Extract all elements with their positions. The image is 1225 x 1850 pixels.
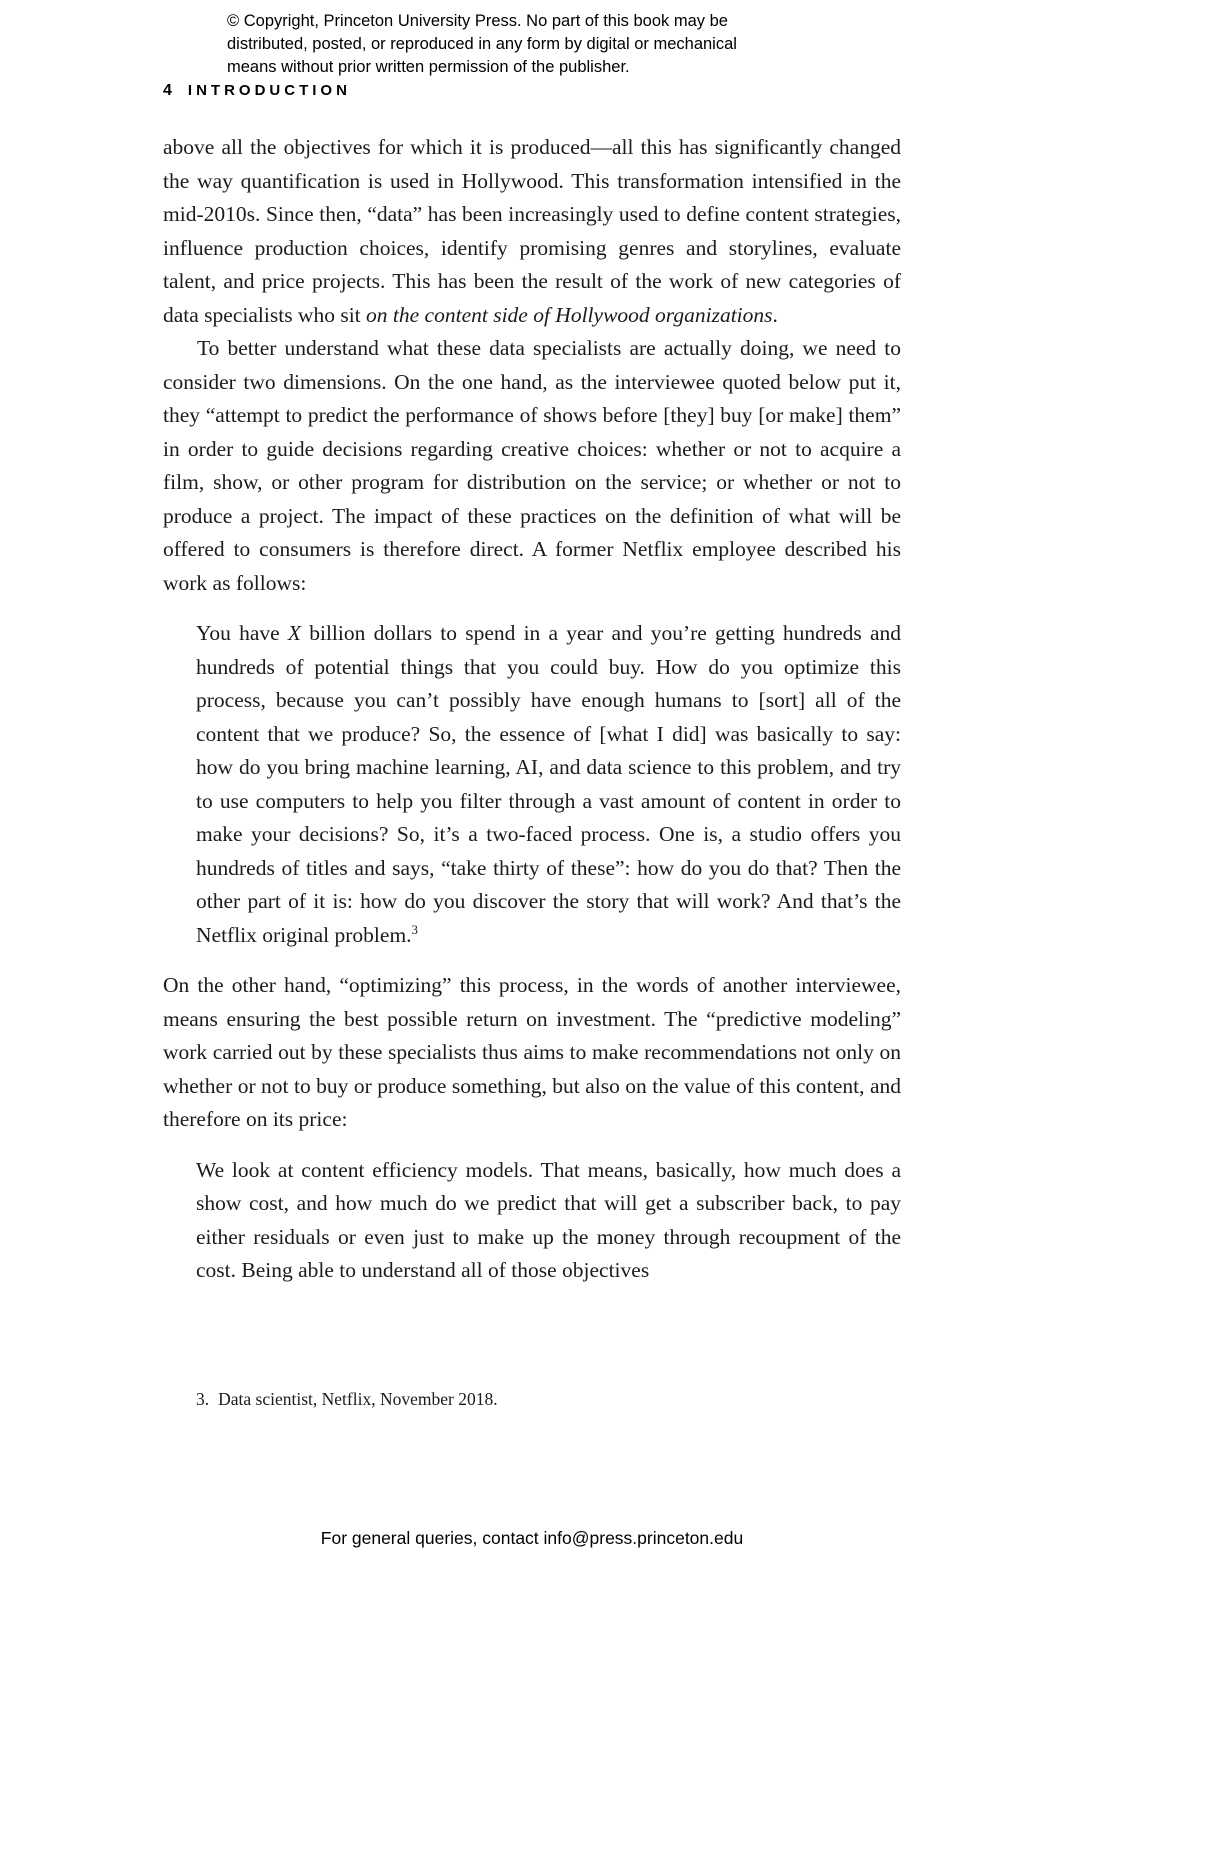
copyright-line: © Copyright, Princeton University Press. No part of this book may be [227, 12, 728, 30]
paragraph [163, 131, 901, 332]
footnote [196, 1389, 498, 1410]
body-text [163, 131, 901, 1305]
text-run: . [772, 302, 778, 327]
text-run: You have [196, 621, 288, 645]
text-run: We look at content efficiency models. That means, basically, how much does a show cost, and how much do we predict that will get a subscriber back, to pay either residuals or even just to make up the money through recoupment of the cost. Being able to understand all of those objectives [196, 1157, 901, 1282]
running-head [163, 82, 351, 100]
paragraph [163, 969, 901, 1137]
footer-text: For general queries, contact info@press.princeton.edu [320, 1528, 744, 1548]
text-run: To better understand what these data specialists are actually doing, we need to consider two dimensions. On the one hand, as the interviewee quoted below put it, they “attempt to predict the performance of shows before [they] buy [or make] them” in order to guide decisions regarding creative choices: whether or not to acquire a film, show, or other program for distribution on the service; or whether or not to produce a project. The impact of these practices on the definition of what will be offered to consumers is therefore direct. A former Netflix employee described his work as follows: [163, 336, 901, 595]
block-quote [196, 1154, 901, 1288]
chapter-title: INTRODUCTION [187, 82, 351, 99]
italic-text: X [287, 621, 302, 645]
copyright-line: means without prior written permission of the publisher. [227, 58, 630, 76]
footnote-marker: 3. [196, 1389, 210, 1409]
block-quote [196, 617, 901, 952]
page-number: 4 [163, 82, 172, 99]
footer-query-line [163, 1528, 901, 1549]
paragraph [163, 332, 901, 600]
copyright-line: distributed, posted, or reproduced in any form by digital or mechanical [227, 35, 737, 53]
copyright-notice [227, 10, 737, 79]
footnote-reference: 3 [411, 922, 418, 937]
text-run: billion dollars to spend in a year and you’re getting hundreds and hundreds of potential things that you could buy. How do you optimize this process, because you can’t possibly have enough humans to [sort] all of the content that we produce? So, the essence of [what I did] was basically to say: how do you bring machine learning, AI, and data science to this problem, and try to use computers to help you filter through a vast amount of content in order to make your decisions? So, it’s a two-faced process. One is, a studio offers you hundreds of titles and says, “take thirty of these”: how do you do that? Then the other part of it is: how do you discover the story that will work? And that’s the Netflix original problem. [196, 621, 901, 947]
text-run: above all the objectives for which it is produced—all this has significantly changed the way quantification is used in Hollywood. This transformation intensified in the mid-2010s. Since then, “data” has been increasingly used to define content strategies, influence production choices, identify promising genres and storylines, evaluate talent, and price projects. This has been the result of the work of new categories of data specialists who sit [163, 135, 901, 327]
footnote-text: Data scientist, Netflix, November 2018. [218, 1389, 498, 1409]
text-run: On the other hand, “optimizing” this process, in the words of another interviewee, means ensuring the best possible return on investment. The “predictive modeling” work carried out by these specialists thus aims to make recommendations not only on whether or not to buy or produce something, but also on the value of this content, and therefore on its price: [163, 973, 901, 1131]
italic-text: on the content side of Hollywood organizations [366, 302, 773, 327]
